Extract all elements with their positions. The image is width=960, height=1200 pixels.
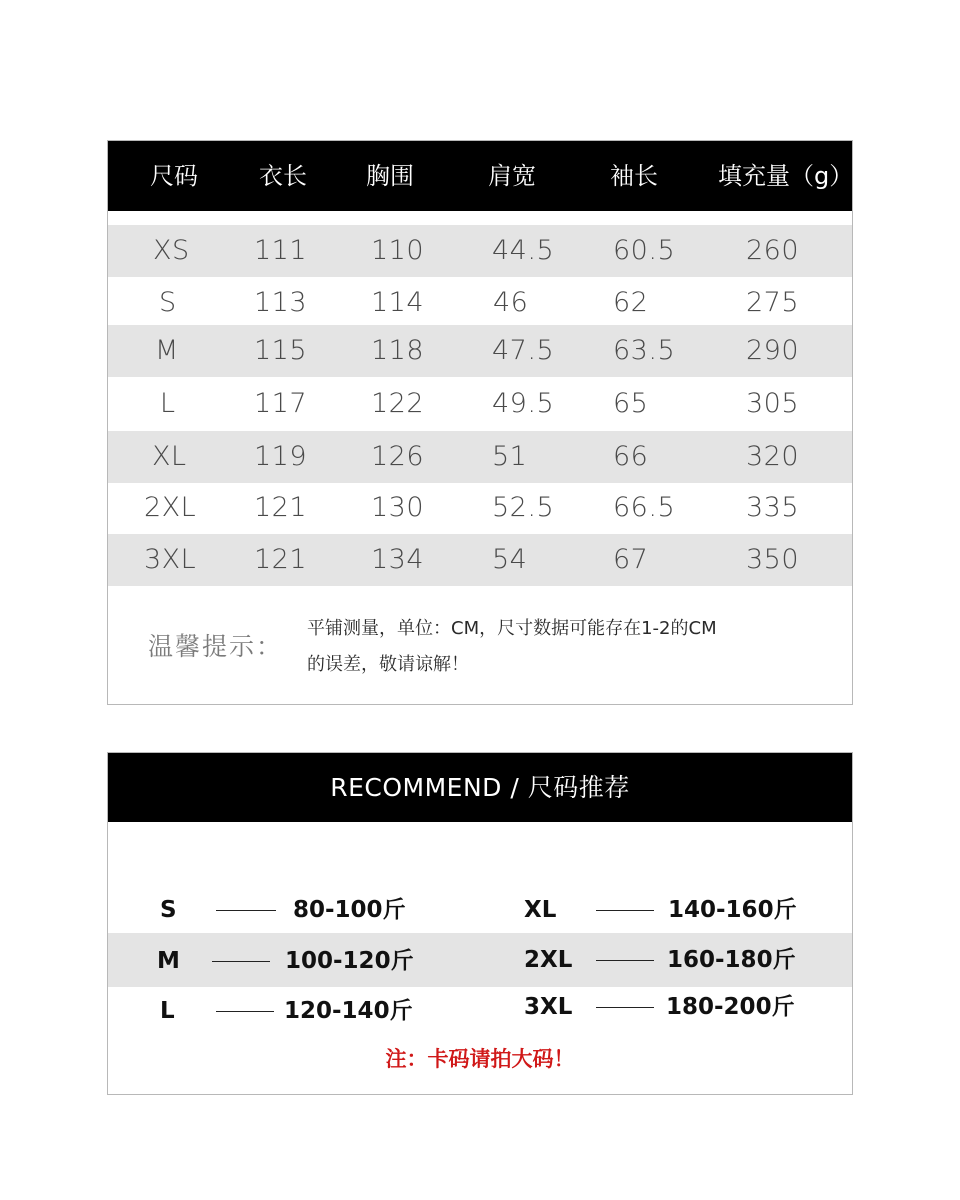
cell-fill-weight: 275 xyxy=(746,287,800,318)
recommend-size: 3XL xyxy=(524,994,573,1020)
tip-text-line: 的误差，敬请谅解！ xyxy=(307,654,469,675)
table-row xyxy=(108,378,852,430)
cell-sleeve: 67 xyxy=(613,544,649,575)
header-fill-weight: 填充量（g） xyxy=(718,162,854,190)
cell-shoulder: 51 xyxy=(492,441,528,472)
cell-chest: 118 xyxy=(371,335,425,366)
cell-sleeve: 63.5 xyxy=(613,335,676,366)
table-row xyxy=(108,225,852,277)
recommend-size: 2XL xyxy=(524,947,573,973)
cell-shoulder: 52.5 xyxy=(492,492,555,523)
cell-size: XS xyxy=(153,235,190,266)
recommend-weight-range: 100-120斤 xyxy=(285,948,414,974)
cell-size: S xyxy=(159,287,177,318)
cell-sleeve: 60.5 xyxy=(613,235,676,266)
recommend-item xyxy=(524,987,804,1027)
recommend-item xyxy=(160,890,420,930)
cell-length: 111 xyxy=(254,235,308,266)
table-row xyxy=(108,277,852,329)
dash-divider xyxy=(596,960,654,961)
table-row xyxy=(108,325,852,377)
tip-text-line: 平铺测量，单位：CM，尺寸数据可能存在1-2的CM xyxy=(307,618,717,639)
recommend-size: XL xyxy=(524,897,557,923)
recommend-title: RECOMMEND / 尺码推荐 xyxy=(108,753,852,822)
cell-size: 2XL xyxy=(144,492,197,523)
cell-length: 117 xyxy=(254,388,308,419)
cell-fill-weight: 305 xyxy=(746,388,800,419)
recommend-weight-range: 140-160斤 xyxy=(668,897,797,923)
dash-divider xyxy=(596,1007,654,1008)
recommend-weight-range: 160-180斤 xyxy=(667,947,796,973)
cell-length: 121 xyxy=(254,492,308,523)
cell-fill-weight: 290 xyxy=(746,335,800,366)
size-recommend-panel xyxy=(107,752,853,1095)
recommend-size: L xyxy=(160,998,175,1024)
table-row xyxy=(108,431,852,483)
recommend-item xyxy=(157,941,427,981)
recommend-size: M xyxy=(157,948,180,974)
recommend-weight-range: 180-200斤 xyxy=(666,994,795,1020)
cell-chest: 130 xyxy=(371,492,425,523)
size-chart-table xyxy=(107,140,853,705)
recommend-item xyxy=(524,890,804,930)
dash-divider xyxy=(212,961,270,962)
recommend-weight-range: 120-140斤 xyxy=(284,998,413,1024)
cell-fill-weight: 320 xyxy=(746,441,800,472)
tip-label: 温馨提示： xyxy=(148,632,284,661)
cell-shoulder: 44.5 xyxy=(492,235,555,266)
table-row xyxy=(108,482,852,534)
cell-size: 3XL xyxy=(144,544,197,575)
size-chart-header xyxy=(108,141,852,211)
tip-text xyxy=(307,611,817,683)
header-sleeve: 袖长 xyxy=(610,162,658,190)
recommend-item xyxy=(524,940,804,980)
cell-length: 115 xyxy=(254,335,308,366)
cell-shoulder: 54 xyxy=(492,544,528,575)
cell-sleeve: 65 xyxy=(613,388,649,419)
header-length: 衣长 xyxy=(259,162,307,190)
cell-sleeve: 66 xyxy=(613,441,649,472)
dash-divider xyxy=(596,910,654,911)
cell-fill-weight: 335 xyxy=(746,492,800,523)
header-size: 尺码 xyxy=(150,162,198,190)
cell-chest: 110 xyxy=(371,235,425,266)
cell-size: L xyxy=(160,388,176,419)
table-row xyxy=(108,534,852,586)
cell-chest: 126 xyxy=(371,441,425,472)
cell-chest: 122 xyxy=(371,388,425,419)
cell-length: 113 xyxy=(254,287,308,318)
cell-shoulder: 49.5 xyxy=(492,388,555,419)
cell-size: M xyxy=(155,335,179,366)
recommend-note: 注：卡码请拍大码！ xyxy=(385,1047,575,1071)
header-shoulder: 肩宽 xyxy=(488,162,536,190)
header-chest: 胸围 xyxy=(366,162,414,190)
cell-chest: 134 xyxy=(371,544,425,575)
cell-sleeve: 62 xyxy=(613,287,649,318)
recommend-item xyxy=(160,991,430,1031)
cell-size: XL xyxy=(152,441,187,472)
cell-fill-weight: 350 xyxy=(746,544,800,575)
cell-length: 119 xyxy=(254,441,308,472)
recommend-weight-range: 80-100斤 xyxy=(293,897,406,923)
cell-sleeve: 66.5 xyxy=(613,492,676,523)
cell-shoulder: 47.5 xyxy=(492,335,555,366)
dash-divider xyxy=(216,910,276,911)
cell-chest: 114 xyxy=(371,287,425,318)
dash-divider xyxy=(216,1011,274,1012)
cell-fill-weight: 260 xyxy=(746,235,800,266)
cell-shoulder: 46 xyxy=(493,287,529,318)
cell-length: 121 xyxy=(254,544,308,575)
recommend-size: S xyxy=(160,897,177,923)
